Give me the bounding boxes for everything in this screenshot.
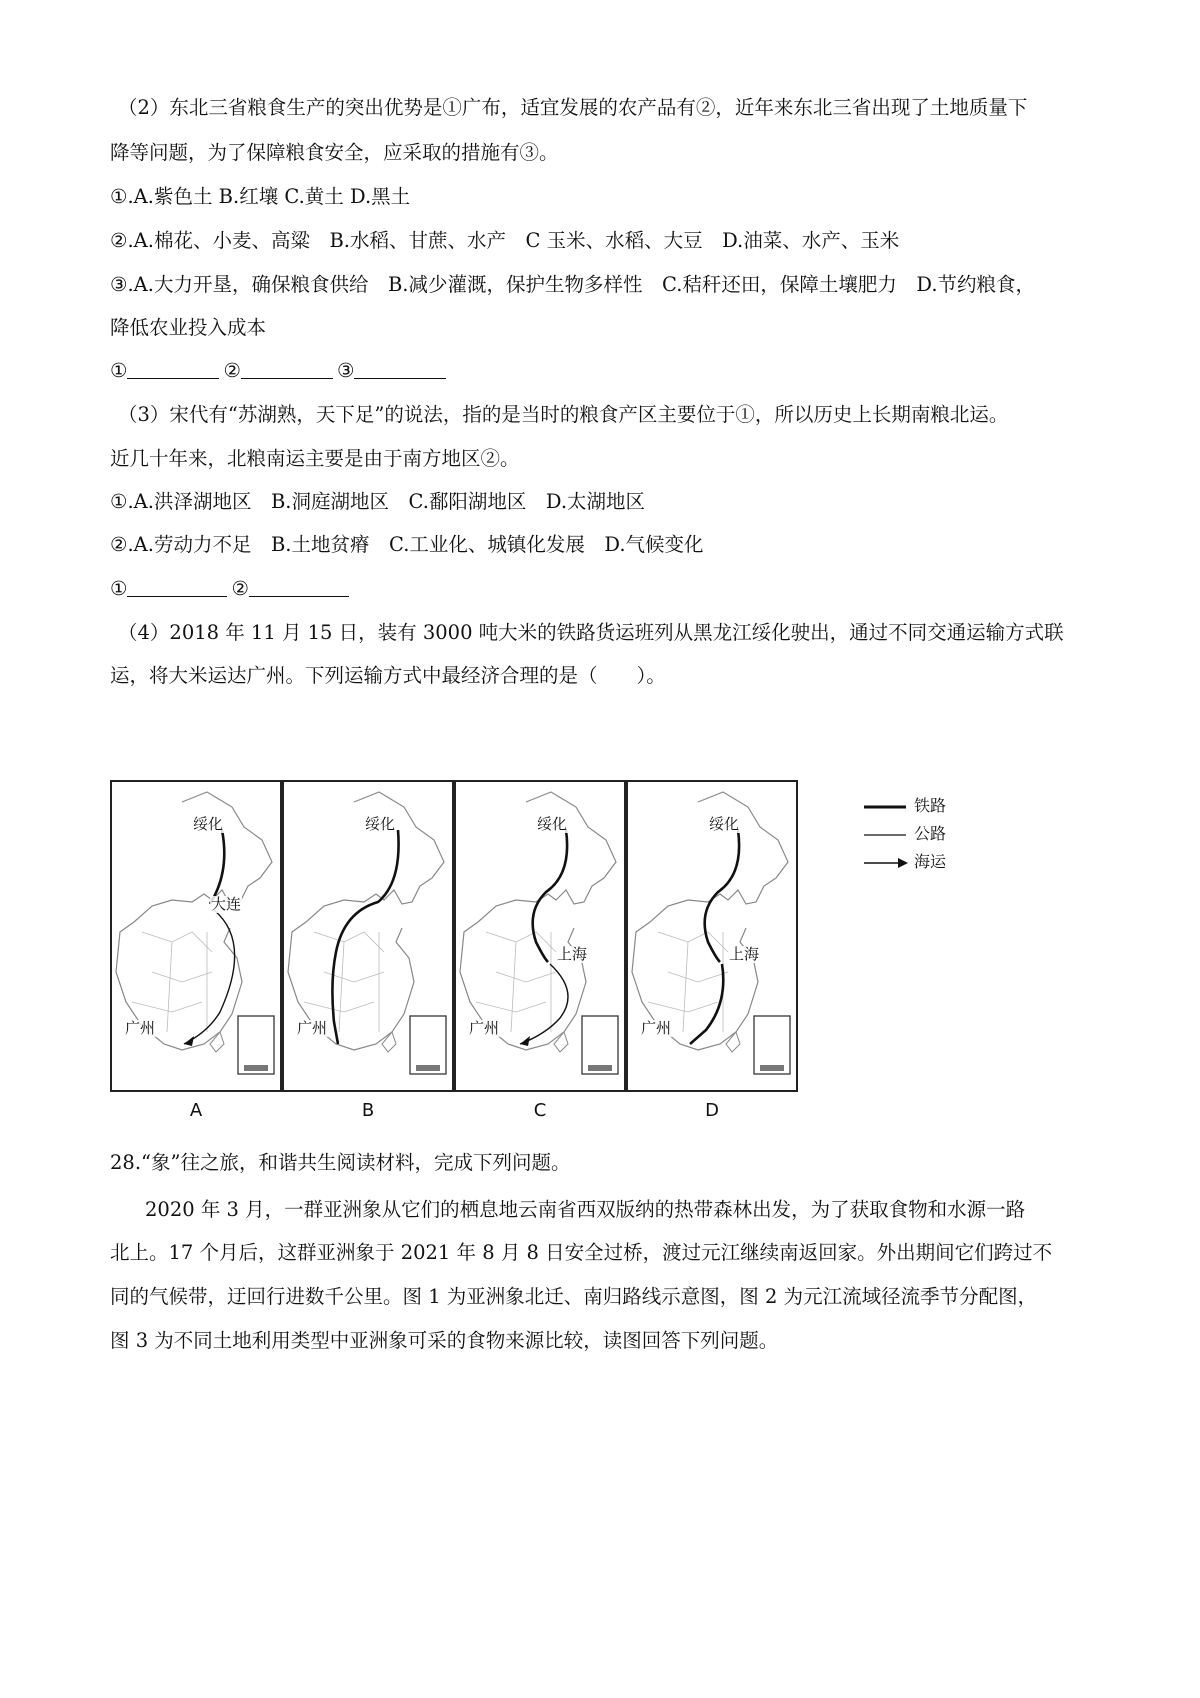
q2-stem-line2: 降等问题，为了保障粮食安全，应采取的措施有③。 [110,141,559,164]
q28-paragraph-line4: 图 3 为不同土地利用类型中亚洲象可采的食物来源比较，读图回答下列问题。 [110,1329,779,1352]
q2-option-3-line2: 降低农业投入成本 [110,316,267,339]
map-label-guangzhou-d: 广州 [641,1019,672,1037]
q2-answer-blanks [110,360,450,381]
q2-blank-label-2: ② [223,359,241,382]
q3-answer-blank-1[interactable] [127,578,227,597]
q3-answer-blanks [110,578,353,599]
panel-letter-b: B [361,1100,375,1121]
map-panel-a[interactable] [110,780,282,1092]
shipping-arrow-icon [862,852,910,874]
q3-option-1: ①.A.洪泽湖地区 B.洞庭湖地区 C.鄱阳湖地区 D.太湖地区 [110,490,646,513]
railway-line-icon [862,796,910,818]
map-label-shanghai-c: 上海 [557,945,588,963]
map-label-shanghai-d: 上海 [729,945,760,963]
q28-paragraph-line1: 2020 年 3 月，一群亚洲象从它们的栖息地云南省西双版纳的热带森林出发，为了获取食物和水源一路 [145,1198,1026,1221]
map-label-guangzhou-b: 广州 [297,1019,328,1037]
map-label-dalian-a: 大连 [211,895,242,913]
q4-stem-line2: 运，将大米运达广州。下列运输方式中最经济合理的是（ ）。 [110,664,666,687]
highway-line-icon [862,824,910,846]
q2-option-2: ②.A.棉花、小麦、高粱 B.水稻、甘蔗、水产 C 玉米、水稻、大豆 D.油菜、水产、玉米 [110,229,900,252]
map-label-suihua-c: 绥化 [537,815,568,833]
q28-title: 28.“象”往之旅，和谐共生阅读材料，完成下列问题。 [110,1151,571,1174]
transport-route-figure [110,780,1010,1120]
q3-blank-label-1: ① [110,577,128,600]
q3-option-2: ②.A.劳动力不足 B.土地贫瘠 C.工业化、城镇化发展 D.气候变化 [110,533,704,556]
q4-stem-line1: （4）2018 年 11 月 15 日，装有 3000 吨大米的铁路货运班列从黑龙江绥化驶出，通过不同交通运输方式联 [118,621,1064,644]
q2-option-3-line1: ③.A.大力开垦，确保粮食供给 B.减少灌溉，保护生物多样性 C.秸秆还田，保障土壤肥力 D.节约粮食， [110,273,1036,296]
q3-stem-line2: 近几十年来，北粮南运主要是由于南方地区②。 [110,447,520,470]
map-panel-b[interactable] [282,780,454,1092]
legend-item-railway [862,796,1002,818]
legend-label-shipping: 海运 [914,852,947,871]
panel-letter-c: C [533,1100,547,1121]
q2-stem-line1: （2）东北三省粮食生产的突出优势是①广布，适宜发展的农产品有②，近年来东北三省出现了土地质量下 [118,96,1028,119]
legend-item-highway [862,824,1002,846]
q2-option-1: ①.A.紫色土 B.红壤 C.黄土 D.黑土 [110,185,411,208]
q2-answer-blank-2[interactable] [241,360,333,379]
q2-answer-blank-1[interactable] [127,360,219,379]
q28-paragraph-line2: 北上。17 个月后，这群亚洲象于 2021 年 8 月 8 日安全过桥，渡过元江继续南返回家。外出期间它们跨过不 [110,1241,1053,1264]
map-panel-c[interactable] [454,780,626,1092]
map-label-suihua-b: 绥化 [365,815,396,833]
q2-answer-blank-3[interactable] [354,360,446,379]
q28-paragraph-line3: 同的气候带，迂回行进数千公里。图 1 为亚洲象北迁、南归路线示意图，图 2 为元江流域径流季节分配图， [110,1285,1038,1308]
route-legend [862,790,1002,880]
q2-blank-label-1: ① [110,359,128,382]
panel-letter-d: D [705,1100,719,1121]
map-label-suihua-a: 绥化 [193,815,224,833]
map-panel-d[interactable] [626,780,798,1092]
q2-blank-label-3: ③ [336,359,355,382]
legend-label-railway: 铁路 [914,796,947,815]
q3-blank-label-2: ② [231,577,249,600]
map-label-guangzhou-a: 广州 [125,1019,156,1037]
panel-letter-a: A [189,1100,203,1121]
q3-answer-blank-2[interactable] [249,578,349,597]
q3-stem-line1: （3）宋代有“苏湖熟，天下足”的说法，指的是当时的粮食产区主要位于①，所以历史上长期南粮北运。 [118,403,1009,426]
legend-item-shipping [862,852,1002,874]
legend-label-highway: 公路 [914,824,947,843]
map-label-suihua-d: 绥化 [709,815,740,833]
map-label-guangzhou-c: 广州 [469,1019,500,1037]
